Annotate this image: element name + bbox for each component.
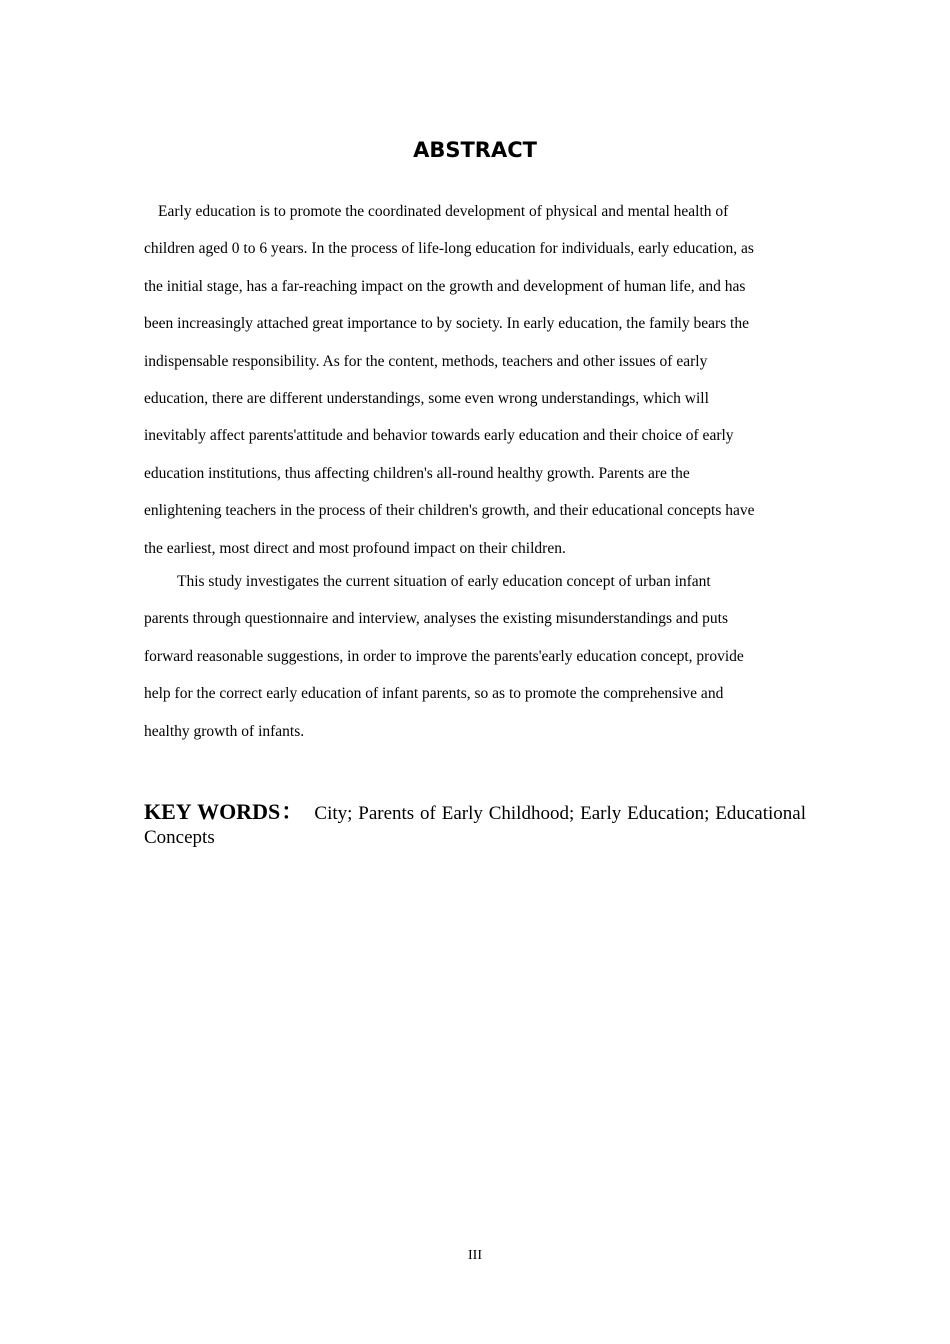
keywords-text: City; Parents of Early Childhood; Early Education; Educational Concepts <box>144 803 806 848</box>
paragraph-line: Early education is to promote the coordinated development of physical and mental health of <box>158 203 729 220</box>
abstract-paragraph-1 <box>144 193 806 567</box>
paragraph-line: inevitably affect parents'attitude and behavior towards early education and their choice of early <box>144 427 734 445</box>
paragraph-line: education, there are different understandings, some even wrong understandings, which will <box>144 390 709 408</box>
paragraph-line: children aged 0 to 6 years. In the process of life-long education for individuals, early education, as <box>144 240 754 258</box>
paragraph-line: the initial stage, has a far-reaching impact on the growth and development of human life, and has <box>144 277 746 295</box>
paragraph-line: been increasingly attached great importance to by society. In early education, the family bears the <box>144 315 749 333</box>
paragraph-line: healthy growth of infants. <box>144 722 305 740</box>
paragraph-line: enlightening teachers in the process of their children's growth, and their educational concepts have <box>144 502 755 520</box>
abstract-title: ABSTRACT <box>413 138 537 162</box>
paragraph-line: parents through questionnaire and interview, analyses the existing misunderstandings and puts <box>144 610 728 628</box>
keywords-label: KEY WORDS： <box>144 799 305 824</box>
paragraph-line: This study investigates the current situation of early education concept of urban infant <box>177 573 711 590</box>
abstract-paragraph-2 <box>144 563 806 750</box>
keywords <box>144 800 806 850</box>
paragraph-line: forward reasonable suggestions, in order to improve the parents'early education concept, provide <box>144 647 744 665</box>
paragraph-line: the earliest, most direct and most profound impact on their children. <box>144 539 566 557</box>
paragraph-line: help for the correct early education of infant parents, so as to promote the comprehensive and <box>144 685 724 703</box>
page-number: III <box>468 1248 482 1263</box>
paragraph-line: indispensable responsibility. As for the content, methods, teachers and other issues of early <box>144 352 708 370</box>
paragraph-line: education institutions, thus affecting children's all-round healthy growth. Parents are the <box>144 464 690 482</box>
